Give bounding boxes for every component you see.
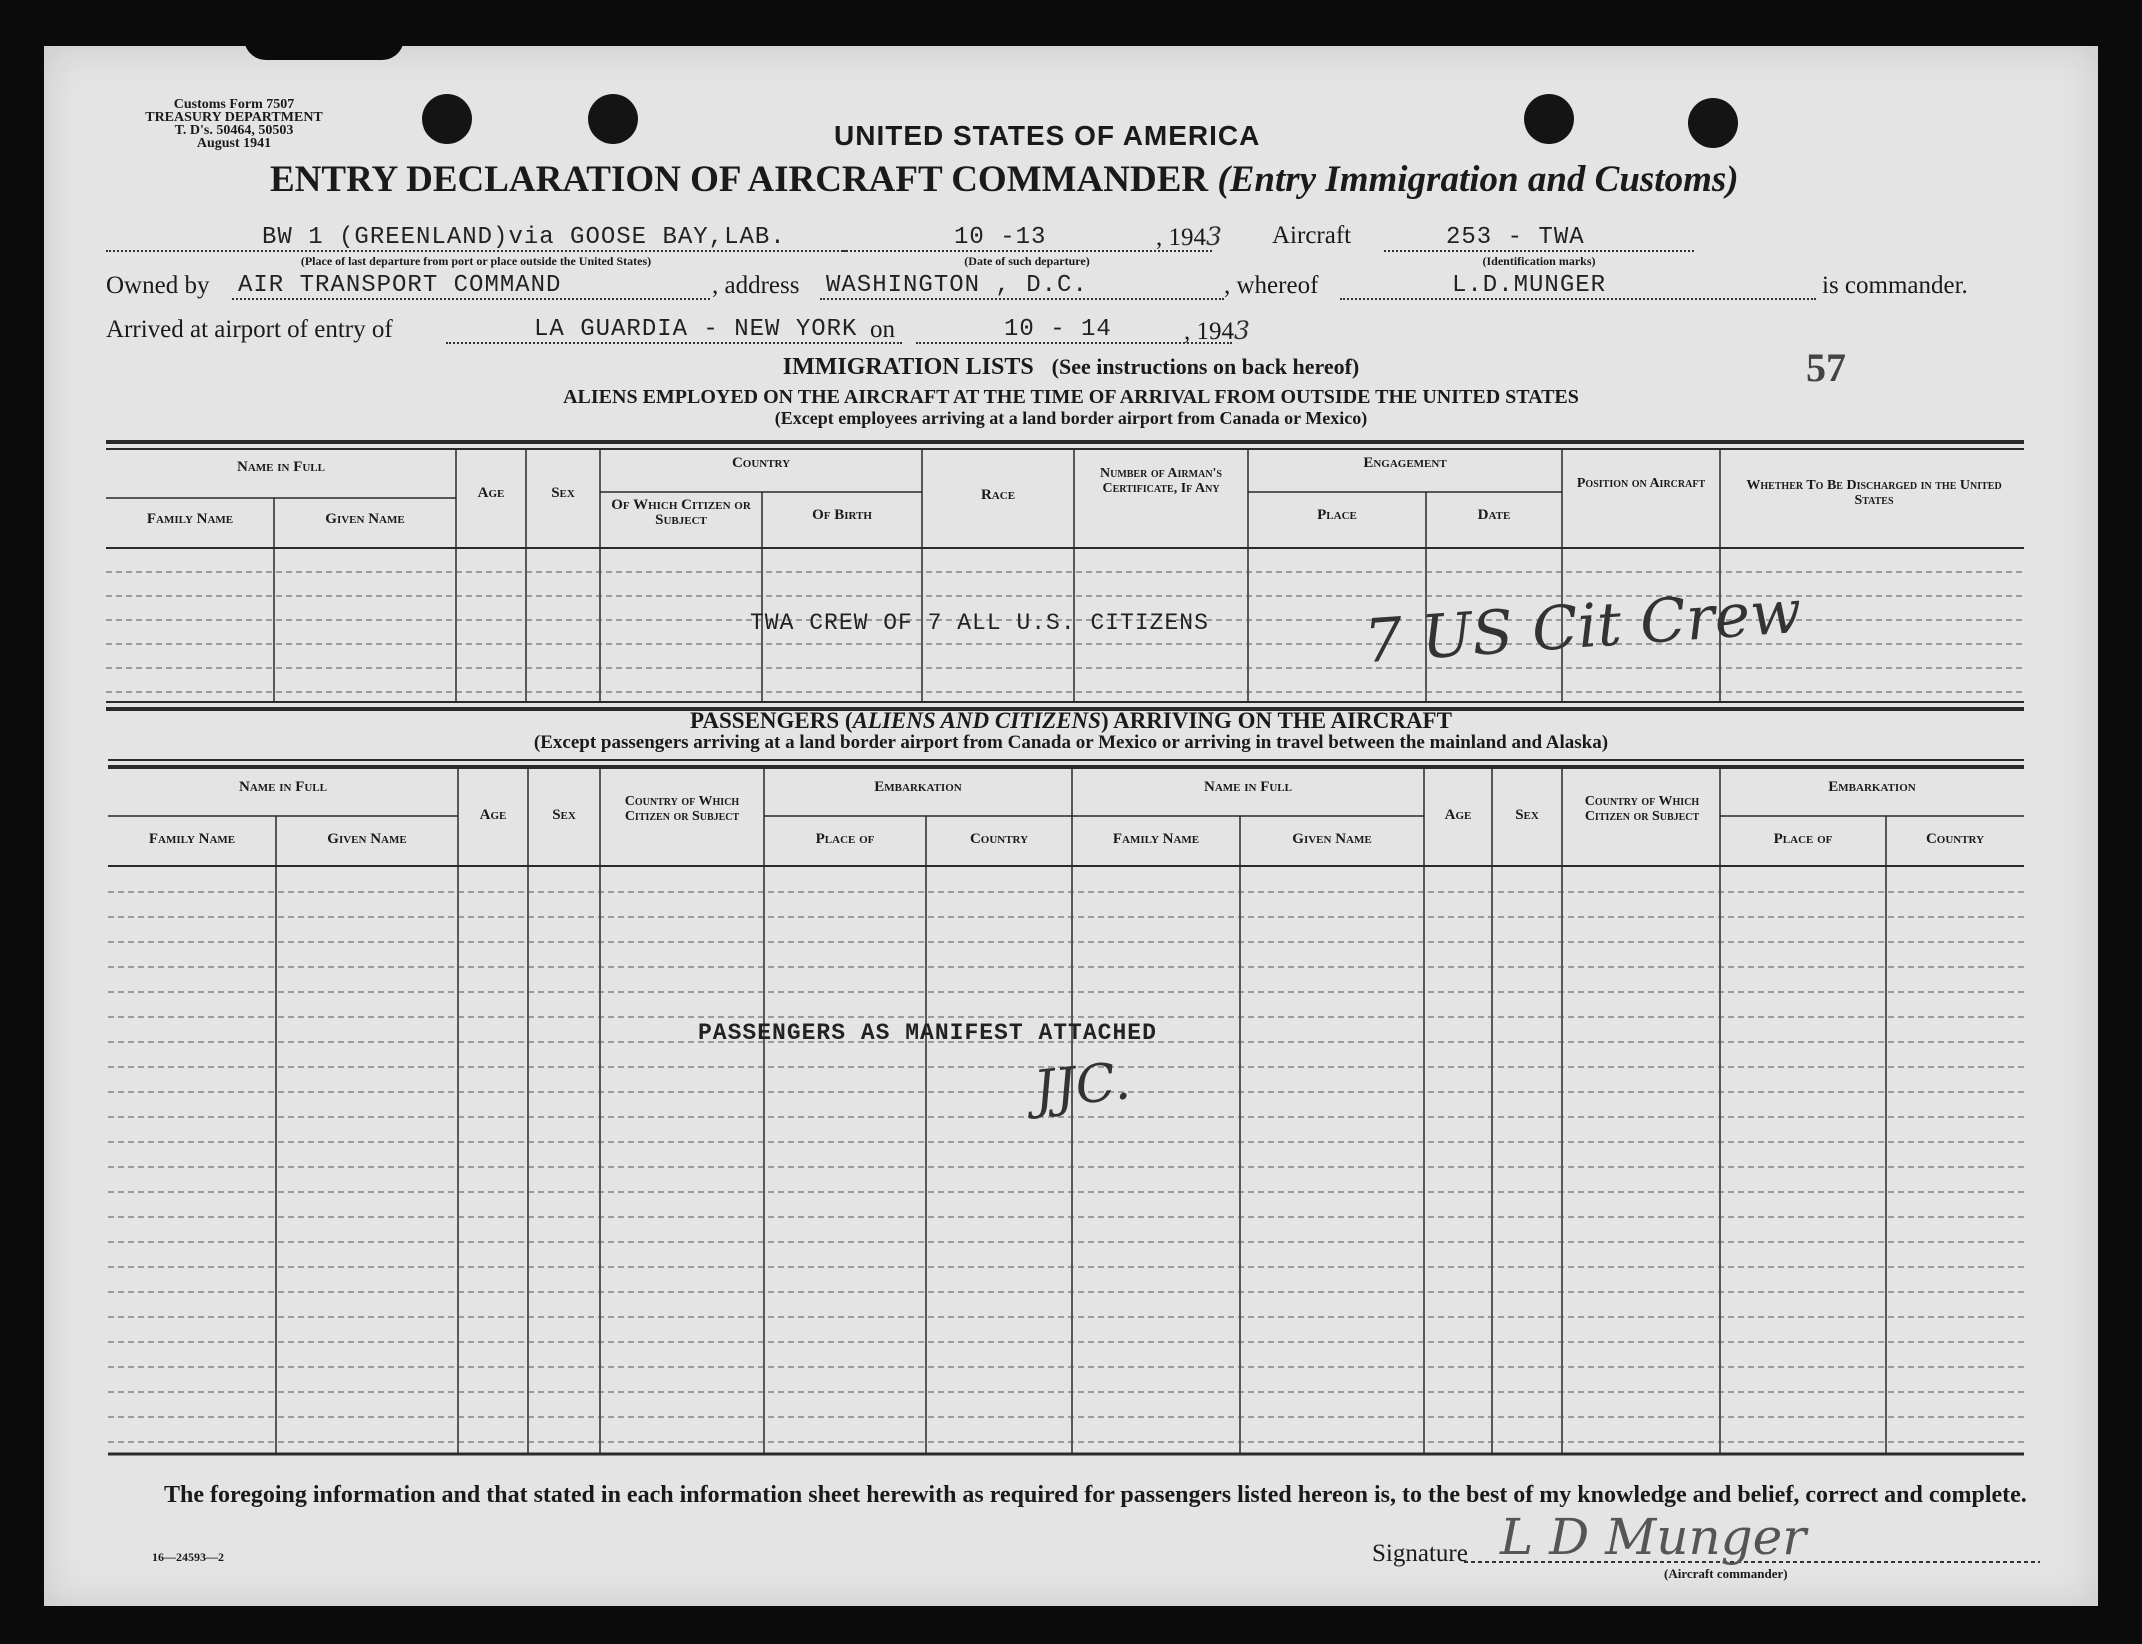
imm-col-certificate: Number of Airman's Certificate, If Any: [1099, 466, 1222, 496]
imm-col-citizen-of: Of Which Citizen or Subject: [611, 497, 751, 528]
pass-col-name-in-full: Name in Full: [238, 779, 327, 795]
imm-col-position: Position on Aircraft: [1576, 476, 1706, 491]
footer-statement: The foregoing information and that stated in each information sheet herewith as required for passengers listed hereon is, to the best of my knowledge and belief, correct and complete.: [164, 1482, 2027, 1508]
signature-label: Signature: [1372, 1540, 1468, 1567]
departure-date-caption: (Date of such departure): [964, 254, 1090, 268]
passengers-note: PASSENGERS AS MANIFEST ATTACHED: [698, 1020, 1157, 1046]
imm-col-given-name: Given Name: [325, 511, 405, 527]
form-sheet: [44, 46, 2098, 1606]
form-tds: T. D's. 50464, 50503: [174, 123, 294, 138]
pass-col-country: Country: [969, 831, 1029, 847]
commander-suffix: is commander.: [1822, 272, 1968, 299]
pass-col-embarkation: Embarkation: [874, 779, 962, 795]
title-main: ENTRY DECLARATION OF AIRCRAFT COMMANDER: [270, 159, 1209, 200]
imm-col-of-birth: Of Birth: [812, 507, 872, 523]
departure-place-caption: (Place of last departure from port or place outside the United States): [300, 254, 652, 268]
pass-col-given-name: Given Name: [327, 831, 407, 847]
form-date: August 1941: [196, 136, 272, 151]
whereof-label: , whereof: [1224, 272, 1319, 299]
imm-col-date: Date: [1477, 507, 1511, 523]
imm-col-race: Race: [980, 487, 1016, 503]
imm-col-discharged: Whether To Be Discharged in the United States: [1746, 478, 2002, 508]
departure-year-digit: 3: [1206, 222, 1222, 251]
owned-by-value: AIR TRANSPORT COMMAND: [238, 272, 562, 299]
imm-col-place: Place: [1317, 507, 1357, 523]
arrival-year-digit: 3: [1234, 316, 1250, 345]
immigration-title-note: (See instructions on back hereof): [1051, 354, 1360, 379]
passengers-title-italic: ALIENS AND CITIZENS: [852, 708, 1101, 733]
arrived-label: Arrived at airport of entry of: [106, 316, 393, 343]
form-department: TREASURY DEPARTMENT: [145, 110, 323, 125]
signature-caption: (Aircraft commander): [1664, 1566, 1788, 1581]
departure-place-value: BW 1 (GREENLAND)via GOOSE BAY,LAB.: [262, 224, 786, 251]
aircraft-id-caption: (Identification marks): [1482, 254, 1596, 268]
title-paren: (Entry Immigration and Customs): [1217, 159, 1739, 200]
pass-col-country-citizen: Country of Which Citizen or Subject: [624, 794, 740, 824]
passengers-initials: JJC.: [1031, 1051, 1134, 1121]
page-number: 57: [1806, 345, 1846, 390]
pass-col-embarkation-2: Embarkation: [1828, 779, 1916, 795]
pass-col-family-name-2: Family Name: [1112, 831, 1200, 847]
pass-col-place-of-2: Place of: [1773, 831, 1833, 847]
pass-col-name-in-full-2: Name in Full: [1203, 779, 1292, 795]
imm-col-name-in-full: Name in Full: [236, 459, 325, 475]
arrival-airport-value: LA GUARDIA - NEW YORK: [534, 316, 858, 343]
pass-col-sex-2: Sex: [1515, 807, 1539, 823]
owned-by-label: Owned by: [106, 272, 210, 299]
arrival-year: , 1943: [1184, 316, 1250, 345]
departure-year: , 1943: [1156, 222, 1222, 251]
address-label: , address: [712, 272, 800, 299]
table-grid: [44, 46, 2098, 1606]
country-title: UNITED STATES OF AMERICA: [834, 120, 1261, 151]
aircraft-id-value: 253 - TWA: [1446, 224, 1585, 251]
pass-col-age: Age: [479, 807, 507, 823]
address-value: WASHINGTON , D.C.: [826, 272, 1088, 299]
passengers-title: PASSENGERS (ALIENS AND CITIZENS) ARRIVING ON THE AIRCRAFT: [690, 708, 1452, 733]
form-number: Customs Form 7507: [173, 97, 295, 112]
immigration-title-text: IMMIGRATION LISTS: [782, 354, 1034, 380]
pass-col-family-name: Family Name: [148, 831, 236, 847]
print-code: 16—24593—2: [152, 1550, 224, 1564]
pass-col-age-2: Age: [1444, 807, 1472, 823]
immigration-subtitle: ALIENS EMPLOYED ON THE AIRCRAFT AT THE TIME OF ARRIVAL FROM OUTSIDE THE UNITED STATES: [563, 386, 1579, 408]
commander-signature: L D Munger: [1500, 1508, 1807, 1566]
aircraft-label: Aircraft: [1272, 222, 1352, 249]
imm-col-age: Age: [477, 485, 505, 501]
imm-col-engagement: Engagement: [1363, 455, 1447, 471]
pass-col-country-citizen-2: Country of Which Citizen or Subject: [1584, 794, 1700, 824]
on-label: on: [870, 316, 895, 343]
arrival-date-value: 10 - 14: [1004, 316, 1112, 343]
commander-value: L.D.MUNGER: [1452, 272, 1607, 299]
passengers-subnote: (Except passengers arriving at a land border airport from Canada or Mexico or arriving in travel between the mainland and Alaska): [533, 732, 1609, 753]
pass-col-sex: Sex: [552, 807, 576, 823]
pass-col-country-2: Country: [1925, 831, 1985, 847]
imm-col-sex: Sex: [551, 485, 575, 501]
crew-note: TWA CREW OF 7 ALL U.S. CITIZENS: [750, 610, 1209, 636]
crew-handwritten-note: 7 US Cit Crew: [1362, 576, 1804, 678]
immigration-subnote: (Except employees arriving at a land border airport from Canada or Mexico): [774, 408, 1368, 428]
imm-col-family-name: Family Name: [146, 511, 234, 527]
pass-col-given-name-2: Given Name: [1292, 831, 1372, 847]
departure-date-value: 10 -13: [954, 224, 1047, 251]
imm-col-country: Country: [731, 455, 791, 471]
pass-col-place-of: Place of: [815, 831, 875, 847]
